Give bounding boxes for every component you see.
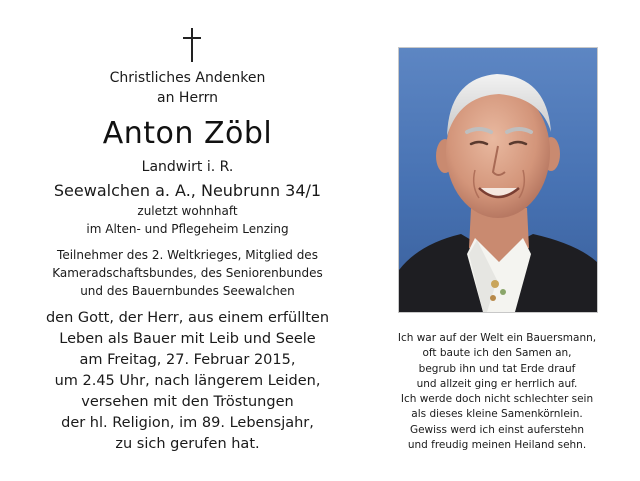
deceased-name: Anton Zöbl [102,116,273,151]
poem-line-5: Ich werde doch nicht schlechter sein [400,393,594,406]
bio-line-1: Teilnehmer des 2. Weltkrieges, Mitglied des [57,248,318,262]
bio-line-2: Kameradschaftsbundes, des Seniorenbundes [52,266,323,280]
poem-line-3: begrub ihn und tat Erde drauf [418,362,576,375]
death-notice-line-2: Leben als Bauer mit Leib und Seele [59,331,316,347]
intro-line-1: Christliches Andenken [109,70,266,86]
death-notice-line-1: den Gott, der Herr, aus einem erfüllten [45,310,330,326]
poem-line-2: oft baute ich den Samen an, [422,347,572,360]
poem-line-7: Gewiss werd ich einst auferstehn [409,423,585,436]
last-residence-line-1: zuletzt wohnhaft [137,204,238,218]
poem-line-1: Ich war auf der Welt ein Bauersmann, [397,332,597,344]
death-notice-line-7: zu sich gerufen hat. [115,436,260,452]
death-notice-line-5: versehen mit den Tröstungen [81,394,294,410]
intro-line-2: an Herrn [157,90,218,106]
profession: Landwirt i. R. [141,159,234,175]
poem-line-8: und freudig meinen Heiland sehn. [407,439,587,452]
death-notice-line-3: am Freitag, 27. Februar 2015, [79,352,296,368]
death-notice-line-4: um 2.45 Uhr, nach längerem Leiden, [54,373,321,389]
poem-line-6: als dieses kleine Samenkörnlein. [411,408,583,421]
poem-line-4: und allzeit ging er herrlich auf. [416,377,578,390]
memorial-text-column [20,0,355,481]
portrait-photo [398,47,598,313]
death-notice-line-6: der hl. Religion, im 89. Lebensjahr, [61,415,314,431]
poem [390,331,604,453]
bio-line-3: und des Bauernbundes Seewalchen [80,284,295,298]
address: Seewalchen a. A., Neubrunn 34/1 [53,181,322,200]
cross-icon [181,28,203,62]
last-residence-line-2: im Alten- und Pflegeheim Lenzing [86,222,289,236]
